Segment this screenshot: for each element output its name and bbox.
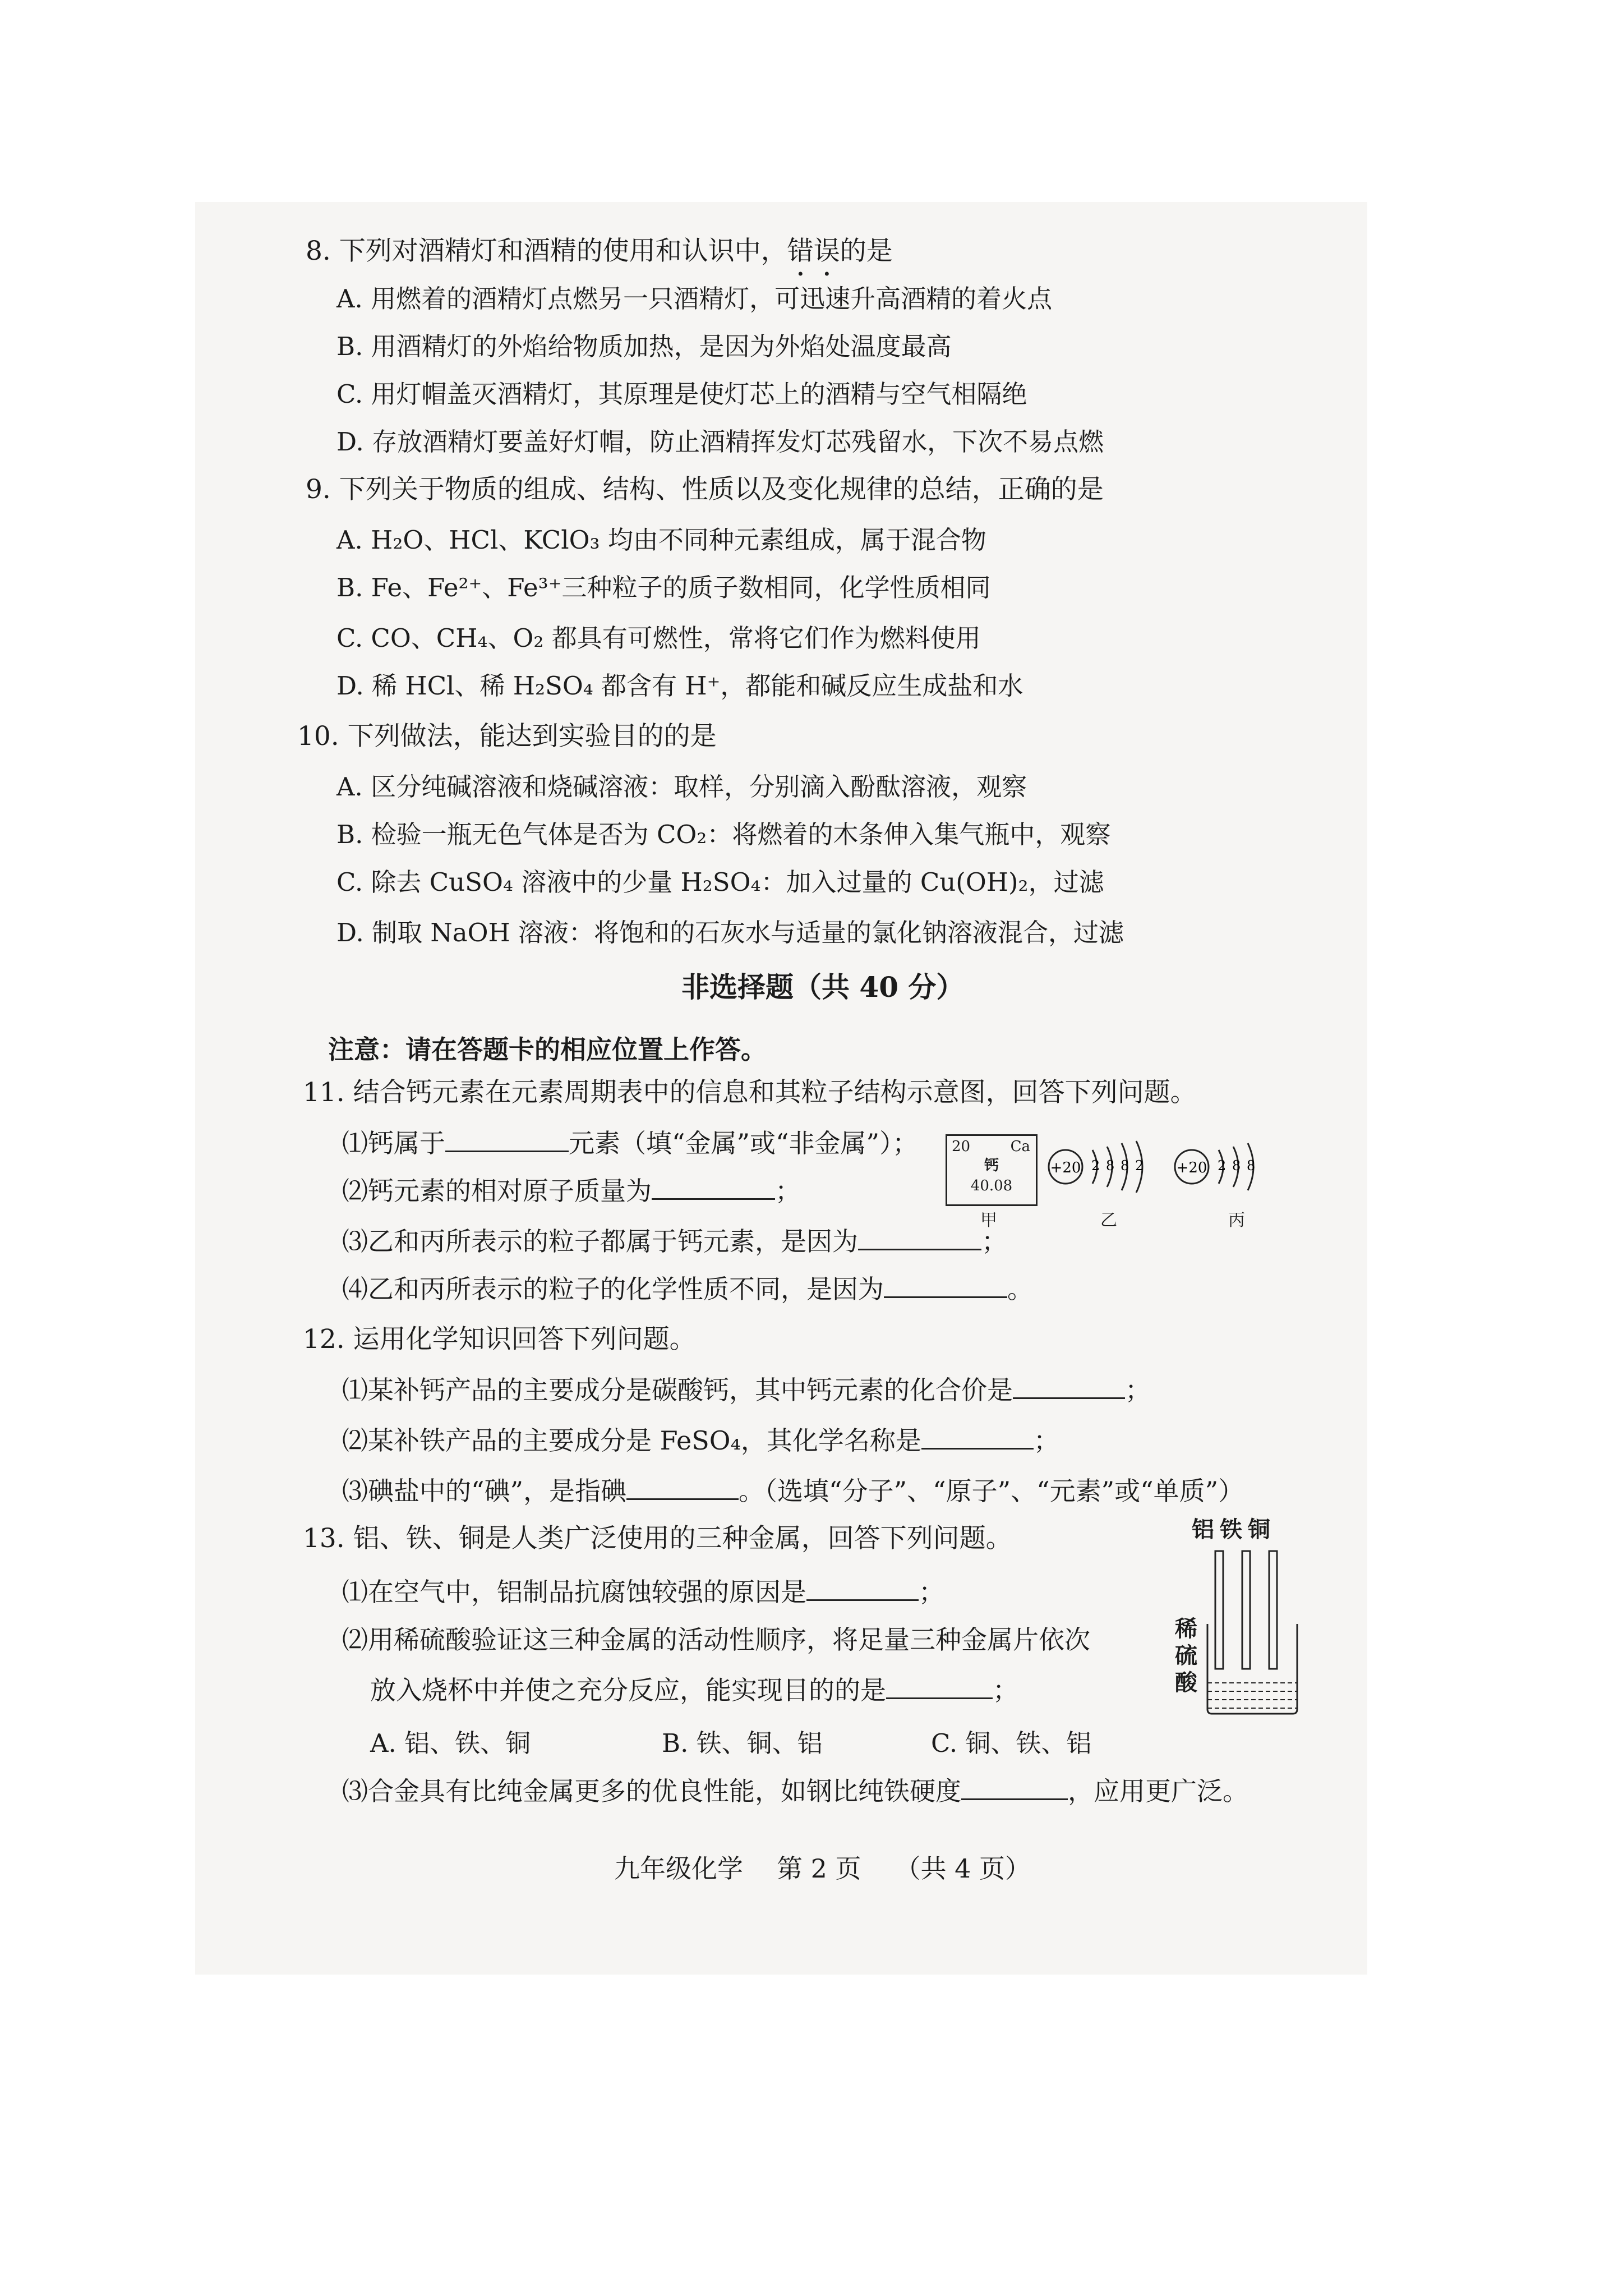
metal-strip-al	[1215, 1551, 1223, 1669]
metal-strip-fe	[1242, 1551, 1250, 1669]
q13-part2-line2: 放入烧杯中并使之充分反应，能实现目的的是 ；	[370, 1675, 1018, 1705]
q10-option-a: A. 区分纯碱溶液和烧碱溶液：取样，分别滴入酚酞溶液，观察	[336, 772, 1027, 802]
q12-blank1[interactable]	[1013, 1375, 1125, 1399]
q11-blank3[interactable]	[858, 1226, 981, 1250]
q13-option-a: A. 铝、铁、铜	[370, 1728, 531, 1758]
q9-option-c: C. CO、CH₄、O₂ 都具有可燃性，常将它们作为燃料使用	[336, 623, 981, 653]
q8-emphasis: 错误	[787, 236, 840, 266]
q12-part1: ⑴某补钙产品的主要成分是碳酸钙，其中钙元素的化合价是 ；	[342, 1375, 1151, 1405]
label-jia: 甲	[980, 1211, 997, 1230]
metal-strip-cu	[1269, 1551, 1277, 1669]
shell-bing-2: 8	[1232, 1158, 1241, 1174]
q12-stem: 12. 运用化学知识回答下列问题。	[303, 1324, 696, 1355]
label-bing: 丙	[1228, 1211, 1245, 1230]
q11-part1: ⑴钙属于 元素（填“金属”或“非金属”）；	[342, 1128, 919, 1158]
q8-option-c: C. 用灯帽盖灭酒精灯，其原理是使灯芯上的酒精与空气相隔绝	[336, 379, 1027, 409]
element-symbol: Ca	[1010, 1138, 1030, 1155]
atomic-mass: 40.08	[970, 1177, 1013, 1194]
q9-option-b: B. Fe、Fe²⁺、Fe³⁺三种粒子的质子数相同，化学性质相同	[336, 573, 991, 602]
nucleus-bing-charge: +20	[1176, 1159, 1207, 1176]
q13-blank2[interactable]	[886, 1675, 993, 1699]
q9-option-d: D. 稀 HCl、稀 H₂SO₄ 都含有 H⁺，都能和碱反应生成盐和水	[336, 671, 1023, 701]
beaker-diagram	[1203, 1545, 1304, 1719]
q8-option-b: B. 用酒精灯的外焰给物质加热，是因为外焰处温度最高	[336, 332, 952, 361]
q11-stem: 11. 结合钙元素在元素周期表中的信息和其粒子结构示意图，回答下列问题。	[303, 1077, 1197, 1108]
q8-option-a: A. 用燃着的酒精灯点燃另一只酒精灯，可迅速升高酒精的着火点	[336, 284, 1053, 314]
element-name: 钙	[984, 1157, 999, 1174]
q13-blank3[interactable]	[961, 1776, 1068, 1800]
q13-part3: ⑶合金具有比纯金属更多的优良性能，如钢比纯铁硬度 ，应用更广泛。	[342, 1776, 1248, 1806]
q11-blank4[interactable]	[884, 1274, 1007, 1298]
q10-option-b: B. 检验一瓶无色气体是否为 CO₂：将燃着的木条伸入集气瓶中，观察	[336, 820, 1111, 849]
shell-bing-3: 8	[1247, 1158, 1256, 1174]
q9-option-a: A. H₂O、HCl、KClO₃ 均由不同种元素组成，属于混合物	[336, 525, 986, 555]
q12-blank2[interactable]	[921, 1425, 1034, 1450]
answer-note: 注意：请在答题卡的相应位置上作答。	[328, 1034, 767, 1065]
nucleus-yi-charge: +20	[1050, 1159, 1081, 1176]
shell-yi-3: 8	[1121, 1158, 1129, 1174]
periodic-table-cell	[946, 1134, 1038, 1206]
q11-blank2[interactable]	[652, 1176, 775, 1200]
atom-bing-diagram	[1175, 1143, 1255, 1190]
atomic-number: 20	[952, 1138, 971, 1155]
q13-part2-line1: ⑵用稀硫酸验证这三种金属的活动性顺序，将足量三种金属片依次	[342, 1625, 1090, 1655]
acid-label: 稀硫酸	[1175, 1616, 1197, 1696]
section-title: 非选择题（共 40 分）	[681, 970, 965, 1004]
q12-part3: ⑶碘盐中的“碘”，是指碘 。（选填“分子”、“原子”、“元素”或“单质”）	[342, 1476, 1244, 1506]
q12-part2: ⑵某补铁产品的主要成分是 FeSO₄，其化学名称是 ；	[342, 1425, 1059, 1456]
label-yi: 乙	[1100, 1211, 1117, 1230]
q8-option-d: D. 存放酒精灯要盖好灯帽，防止酒精挥发灯芯残留水，下次不易点燃	[336, 427, 1104, 457]
q11-blank1[interactable]	[445, 1128, 569, 1152]
q11-part4: ⑷乙和丙所表示的粒子的化学性质不同，是因为 。	[342, 1274, 1033, 1304]
metal-labels: 铝铁铜	[1192, 1516, 1276, 1543]
q8-stem: 8. 下列对酒精灯和酒精的使用和认识中，错误的是	[306, 236, 893, 266]
atom-structure-diagrams	[1043, 1133, 1279, 1200]
shell-yi-4: 2	[1135, 1158, 1144, 1174]
q11-part2: ⑵钙元素的相对原子质量为 ；	[342, 1176, 801, 1206]
q13-stem: 13. 铝、铁、铜是人类广泛使用的三种金属，回答下列问题。	[303, 1523, 1012, 1554]
q11-part3: ⑶乙和丙所表示的粒子都属于钙元素，是因为 ；	[342, 1226, 1007, 1257]
q10-option-c: C. 除去 CuSO₄ 溶液中的少量 H₂SO₄：加入过量的 Cu(OH)₂，过滤	[336, 867, 1104, 897]
shell-bing-1: 2	[1218, 1158, 1227, 1174]
q13-option-b: B. 铁、铜、铝	[662, 1728, 823, 1758]
q12-blank3[interactable]	[626, 1476, 739, 1500]
atom-yi-diagram	[1049, 1141, 1144, 1193]
page-footer: 九年级化学 第 2 页 （共 4 页）	[614, 1853, 1031, 1884]
shell-yi-1: 2	[1091, 1158, 1100, 1174]
q13-blank1[interactable]	[806, 1577, 919, 1601]
shell-yi-2: 8	[1106, 1158, 1115, 1174]
q13-option-c: C. 铜、铁、铝	[931, 1728, 1092, 1758]
q9-stem: 9. 下列关于物质的组成、结构、性质以及变化规律的总结，正确的是	[306, 474, 1104, 505]
q13-part1: ⑴在空气中，铝制品抗腐蚀较强的原因是 ；	[342, 1577, 944, 1607]
q10-stem: 10. 下列做法，能达到实验目的的是	[297, 721, 717, 752]
q10-option-d: D. 制取 NaOH 溶液：将饱和的石灰水与适量的氯化钠溶液混合，过滤	[336, 918, 1124, 947]
